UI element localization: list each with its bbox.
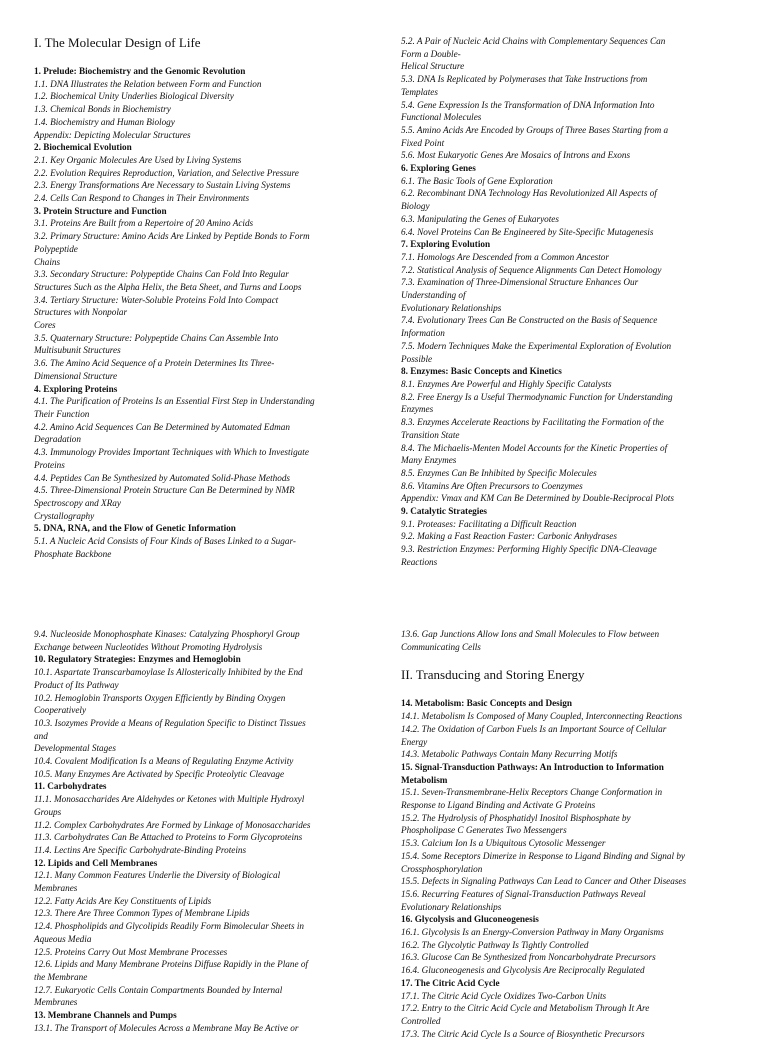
toc-entry: 2.4. Cells Can Respond to Changes in Their Environments — [34, 193, 250, 204]
chapter-heading: 9. Catalytic Strategies — [401, 506, 487, 517]
toc-entry: 17.3. The Citric Acid Cycle Is a Source of Biosynthetic Precursors — [401, 1028, 645, 1039]
chapter-heading: 15. Signal-Transduction Pathways: An Introduction to Information — [401, 761, 664, 772]
toc-entry: 1.2. Biochemical Unity Underlies Biological Diversity — [34, 91, 234, 102]
toc-entry: 9.4. Nucleoside Monophosphate Kinases: Catalyzing Phosphoryl Group — [34, 629, 300, 639]
toc-entry: 3.2. Primary Structure: Amino Acids Are Linked by Peptide Bonds to Form — [34, 231, 310, 242]
toc-entry: 13.1. The Transport of Molecules Across a Membrane May Be Active or — [34, 1022, 299, 1033]
toc-entry: 15.6. Recurring Features of Signal-Transduction Pathways Reveal — [401, 888, 646, 899]
toc-entry: Helical Structure — [401, 61, 465, 72]
toc-entry: 4.5. Three-Dimensional Protein Structure Can Be Determined by NMR — [34, 485, 295, 496]
toc-entry: Communicating Cells — [401, 641, 481, 652]
chapter-heading: 17. The Citric Acid Cycle — [401, 977, 500, 988]
toc-entry: 5.5. Amino Acids Are Encoded by Groups of Three Bases Starting from a — [401, 124, 669, 135]
toc-entry: Phosphate Backbone — [34, 548, 112, 559]
toc-entry: Spectroscopy and XRay — [34, 497, 121, 508]
toc-entry: 1.4. Biochemistry and Human Biology — [34, 116, 175, 127]
toc-entry: 6.4. Novel Proteins Can Be Engineered by Site-Specific Mutagenesis — [401, 226, 654, 237]
toc-entry: 2.1. Key Organic Molecules Are Used by Living Systems — [34, 154, 242, 165]
chapter-heading: 10. Regulatory Strategies: Enzymes and Hemoglobin — [34, 654, 241, 665]
toc-entry: 15.4. Some Receptors Dimerize in Response to Ligand Binding and Signal by — [401, 850, 686, 861]
toc-entry: 2.2. Evolution Requires Reproduction, Variation, and Selective Pressure — [34, 167, 299, 178]
toc-lines — [401, 628, 737, 653]
toc-entry: 8.1. Enzymes Are Powerful and Highly Specific Catalysts — [401, 378, 612, 389]
toc-entry: 12.4. Phospholipids and Glycolipids Readily Form Bimolecular Sheets in — [34, 921, 304, 932]
toc-entry: Controlled — [401, 1015, 441, 1026]
toc-entry: Structures with Nonpolar — [34, 307, 128, 318]
toc-entry: 10.3. Isozymes Provide a Means of Regulation Specific to Distinct Tissues — [34, 717, 306, 728]
toc-entry: Crystallography — [34, 510, 95, 521]
chapter-heading: 3. Protein Structure and Function — [34, 205, 167, 216]
toc-entry: Transition State — [401, 429, 460, 440]
toc-entry: 8.4. The Michaelis-Menten Model Accounts for the Kinetic Properties of — [401, 442, 668, 453]
toc-entry: 16.4. Gluconeogenesis and Glycolysis Are Reciprocally Regulated — [401, 965, 645, 976]
toc-entry: 4.2. Amino Acid Sequences Can Be Determined by Automated Edman — [34, 421, 290, 432]
toc-entry: 8.6. Vitamins Are Often Precursors to Coenzymes — [401, 480, 583, 491]
toc-entry: 11.3. Carbohydrates Can Be Attached to Proteins to Form Glycoproteins — [34, 832, 303, 843]
toc-entry: 3.5. Quaternary Structure: Polypeptide Chains Can Assemble Into — [34, 332, 279, 343]
toc-entry: 6.3. Manipulating the Genes of Eukaryotes — [401, 213, 559, 224]
toc-entry: 5.3. DNA Is Replicated by Polymerases that Take Instructions from — [401, 74, 648, 85]
toc-entry: 1.1. DNA Illustrates the Relation between Form and Function — [34, 78, 262, 89]
toc-entry: 12.7. Eukaryotic Cells Contain Compartments Bounded by Internal — [34, 984, 283, 995]
toc-entry: Energy — [401, 736, 428, 747]
toc-entry: 5.2. A Pair of Nucleic Acid Chains with Complementary Sequences Can — [401, 36, 666, 46]
toc-entry: 16.1. Glycolysis Is an Energy-Conversion Pathway in Many Organisms — [401, 927, 664, 938]
toc-lines — [401, 35, 737, 569]
toc-entry: Degradation — [34, 434, 81, 445]
toc-entry: 10.2. Hemoglobin Transports Oxygen Efficiently by Binding Oxygen — [34, 692, 286, 703]
toc-entry: 8.5. Enzymes Can Be Inhibited by Specific Molecules — [401, 467, 597, 478]
toc-entry: 10.4. Covalent Modification Is a Means of Regulating Enzyme Activity — [34, 756, 294, 767]
toc-entry: 7.1. Homologs Are Descended from a Common Ancestor — [401, 251, 609, 262]
toc-entry: 10.1. Aspartate Transcarbamoylase Is Allosterically Inhibited by the End — [34, 667, 303, 678]
toc-entry: 8.3. Enzymes Accelerate Reactions by Facilitating the Formation of the — [401, 417, 664, 428]
toc-entry: Response to Ligand Binding and Activate G Proteins — [401, 800, 596, 811]
toc-entry: 7.4. Evolutionary Trees Can Be Constructed on the Basis of Sequence — [401, 315, 658, 326]
toc-entry: 9.1. Proteases: Facilitating a Difficult Reaction — [401, 518, 577, 529]
toc-entry: 12.6. Lipids and Many Membrane Proteins Diffuse Rapidly in the Plane of — [34, 959, 308, 970]
toc-entry: 13.6. Gap Junctions Allow Ions and Small Molecules to Flow between — [401, 629, 660, 639]
toc-entry: 15.5. Defects in Signaling Pathways Can Lead to Cancer and Other Diseases — [401, 876, 687, 887]
toc-entry: Structures Such as the Alpha Helix, the Beta Sheet, and Turns and Loops — [34, 281, 302, 292]
toc-entry: Reactions — [401, 556, 438, 567]
toc-entry: 15.2. The Hydrolysis of Phosphatidyl Inositol Bisphosphate by — [401, 812, 631, 823]
top-left-column — [34, 35, 370, 560]
toc-entry: 11.4. Lectins Are Specific Carbohydrate-Binding Proteins — [34, 844, 247, 855]
toc-entry: Appendix: Depicting Molecular Structures — [34, 129, 191, 140]
toc-entry: Chains — [34, 256, 61, 267]
toc-entry: 12.1. Many Common Features Underlie the Diversity of Biological — [34, 870, 281, 881]
toc-entry: 12.2. Fatty Acids Are Key Constituents of Lipids — [34, 895, 212, 906]
toc-entry: Multisubunit Structures — [34, 345, 121, 356]
chapter-heading: 4. Exploring Proteins — [34, 383, 118, 394]
chapter-heading: 7. Exploring Evolution — [401, 239, 491, 250]
toc-entry: 3.1. Proteins Are Built from a Repertoire of 20 Amino Acids — [34, 218, 254, 229]
toc-entry: Many Enzymes — [401, 455, 457, 466]
toc-entry: 2.3. Energy Transformations Are Necessary to Sustain Living Systems — [34, 180, 291, 191]
toc-entry: 14.1. Metabolism Is Composed of Many Coupled, Interconnecting Reactions — [401, 711, 683, 722]
toc-entry: 6.1. The Basic Tools of Gene Exploration — [401, 175, 553, 186]
toc-entry: Biology — [401, 201, 430, 212]
toc-entry: Understanding of — [401, 290, 466, 301]
toc-entry: Proteins — [34, 459, 65, 470]
toc-entry: 3.6. The Amino Acid Sequence of a Protein Determines Its Three- — [34, 358, 275, 369]
toc-entry: 1.3. Chemical Bonds in Biochemistry — [34, 104, 171, 115]
chapter-heading: 16. Glycolysis and Gluconeogenesis — [401, 914, 539, 925]
toc-entry: 4.1. The Purification of Proteins Is an Essential First Step in Understanding — [34, 396, 315, 407]
toc-entry: Templates — [401, 86, 438, 97]
toc-entry: 14.3. Metabolic Pathways Contain Many Recurring Motifs — [401, 749, 618, 760]
chapter-heading: 1. Prelude: Biochemistry and the Genomic Revolution — [34, 66, 246, 76]
toc-entry: 9.3. Restriction Enzymes: Performing Highly Specific DNA-Cleavage — [401, 544, 657, 555]
toc-entry: Polypeptide — [34, 243, 78, 254]
toc-entry: Enzymes — [401, 404, 434, 415]
chapter-heading: 5. DNA, RNA, and the Flow of Genetic Information — [34, 523, 236, 534]
toc-entry: 3.4. Tertiary Structure: Water-Soluble Proteins Fold Into Compact — [34, 294, 279, 305]
toc-entry: the Membrane — [34, 971, 88, 982]
toc-entry: Developmental Stages — [34, 743, 116, 754]
toc-entry: Product of Its Pathway — [34, 679, 119, 690]
toc-entry: 7.5. Modern Techniques Make the Experimental Exploration of Evolution — [401, 340, 672, 351]
chapter-heading: 8. Enzymes: Basic Concepts and Kinetics — [401, 366, 562, 377]
toc-entry: Crossphosphorylation — [401, 863, 483, 874]
toc-entry: Phospholipase C Generates Two Messengers — [401, 825, 567, 836]
toc-entry: Evolutionary Relationships — [401, 302, 502, 313]
toc-entry: 3.3. Secondary Structure: Polypeptide Chains Can Fold Into Regular — [34, 269, 289, 280]
toc-entry: 5.6. Most Eukaryotic Genes Are Mosaics of Introns and Exons — [401, 150, 631, 161]
toc-entry: Fixed Point — [401, 137, 445, 148]
toc-entry: 15.3. Calcium Ion Is a Ubiquitous Cytosolic Messenger — [401, 838, 606, 849]
toc-entry: Possible — [401, 353, 433, 364]
chapter-heading: 6. Exploring Genes — [401, 163, 476, 174]
toc-entry: 17.1. The Citric Acid Cycle Oxidizes Two-Carbon Units — [401, 990, 607, 1001]
toc-entry: 16.3. Glucose Can Be Synthesized from Noncarbohydrate Precursors — [401, 952, 656, 963]
toc-entry: 4.3. Immunology Provides Important Techniques with Which to Investigate — [34, 447, 309, 458]
toc-entry: Functional Molecules — [401, 112, 482, 123]
toc-lines — [401, 697, 737, 1040]
toc-entry: Evolutionary Relationships — [401, 901, 502, 912]
bottom-left-column — [34, 628, 370, 1035]
toc-entry: 5.1. A Nucleic Acid Consists of Four Kinds of Bases Linked to a Sugar- — [34, 536, 296, 547]
chapter-heading: Metabolism — [401, 774, 448, 785]
toc-entry: Information — [401, 328, 445, 339]
toc-entry: Groups — [34, 806, 62, 817]
toc-entry: Aqueous Media — [34, 933, 92, 944]
top-right-column — [401, 35, 737, 569]
toc-entry: Exchange between Nucleotides Without Promoting Hydrolysis — [34, 641, 263, 652]
chapter-heading: 12. Lipids and Cell Membranes — [34, 857, 158, 868]
toc-entry: 15.1. Seven-Transmembrane-Helix Receptors Change Conformation in — [401, 787, 663, 798]
toc-entry: Cooperatively — [34, 705, 87, 716]
toc-entry: 10.5. Many Enzymes Are Activated by Specific Proteolytic Cleavage — [34, 768, 285, 779]
toc-entry: and — [34, 730, 48, 741]
toc-entry: 7.3. Examination of Three-Dimensional Structure Enhances Our — [401, 277, 639, 288]
toc-entry: 11.1. Monosaccharides Are Aldehydes or Ketones with Multiple Hydroxyl — [34, 794, 305, 805]
toc-entry: 14.2. The Oxidation of Carbon Fuels Is an Important Source of Cellular — [401, 723, 667, 734]
toc-lines — [34, 628, 370, 1035]
toc-entry: Membranes — [34, 883, 78, 894]
toc-entry: Membranes — [34, 997, 78, 1008]
toc-entry: 8.2. Free Energy Is a Useful Thermodynamic Function for Understanding — [401, 391, 673, 402]
toc-entry: Cores — [34, 320, 56, 331]
toc-entry: Their Function — [34, 408, 90, 419]
toc-entry: 12.3. There Are Three Common Types of Membrane Lipids — [34, 908, 250, 919]
toc-entry: 5.4. Gene Expression Is the Transformation of DNA Information Into — [401, 99, 655, 110]
chapter-heading: 11. Carbohydrates — [34, 781, 107, 792]
toc-entry: 7.2. Statistical Analysis of Sequence Alignments Can Detect Homology — [401, 264, 662, 275]
toc-lines — [34, 65, 370, 560]
toc-entry: Appendix: Vmax and KM Can Be Determined by Double-Reciprocal Plots — [401, 493, 674, 504]
toc-entry: 12.5. Proteins Carry Out Most Membrane Processes — [34, 946, 228, 957]
part-title: I. The Molecular Design of Life — [34, 35, 201, 50]
toc-entry: 4.4. Peptides Can Be Synthesized by Automated Solid-Phase Methods — [34, 472, 291, 483]
chapter-heading: 13. Membrane Channels and Pumps — [34, 1010, 177, 1021]
toc-entry: 6.2. Recombinant DNA Technology Has Revolutionized All Aspects of — [401, 188, 657, 199]
toc-entry: 16.2. The Glycolytic Pathway Is Tightly Controlled — [401, 939, 589, 950]
part-title: II. Transducing and Storing Energy — [401, 667, 585, 683]
toc-entry: 11.2. Complex Carbohydrates Are Formed by Linkage of Monosaccharides — [34, 819, 311, 830]
chapter-heading: 14. Metabolism: Basic Concepts and Design — [401, 698, 572, 709]
toc-entry: Dimensional Structure — [34, 370, 118, 381]
toc-entry: Form a Double- — [401, 48, 461, 59]
toc-entry: 17.2. Entry to the Citric Acid Cycle and Metabolism Through It Are — [401, 1003, 650, 1014]
bottom-right-column — [401, 628, 737, 1040]
toc-entry: 9.2. Making a Fast Reaction Faster: Carbonic Anhydrases — [401, 531, 617, 542]
chapter-heading: 2. Biochemical Evolution — [34, 142, 132, 153]
